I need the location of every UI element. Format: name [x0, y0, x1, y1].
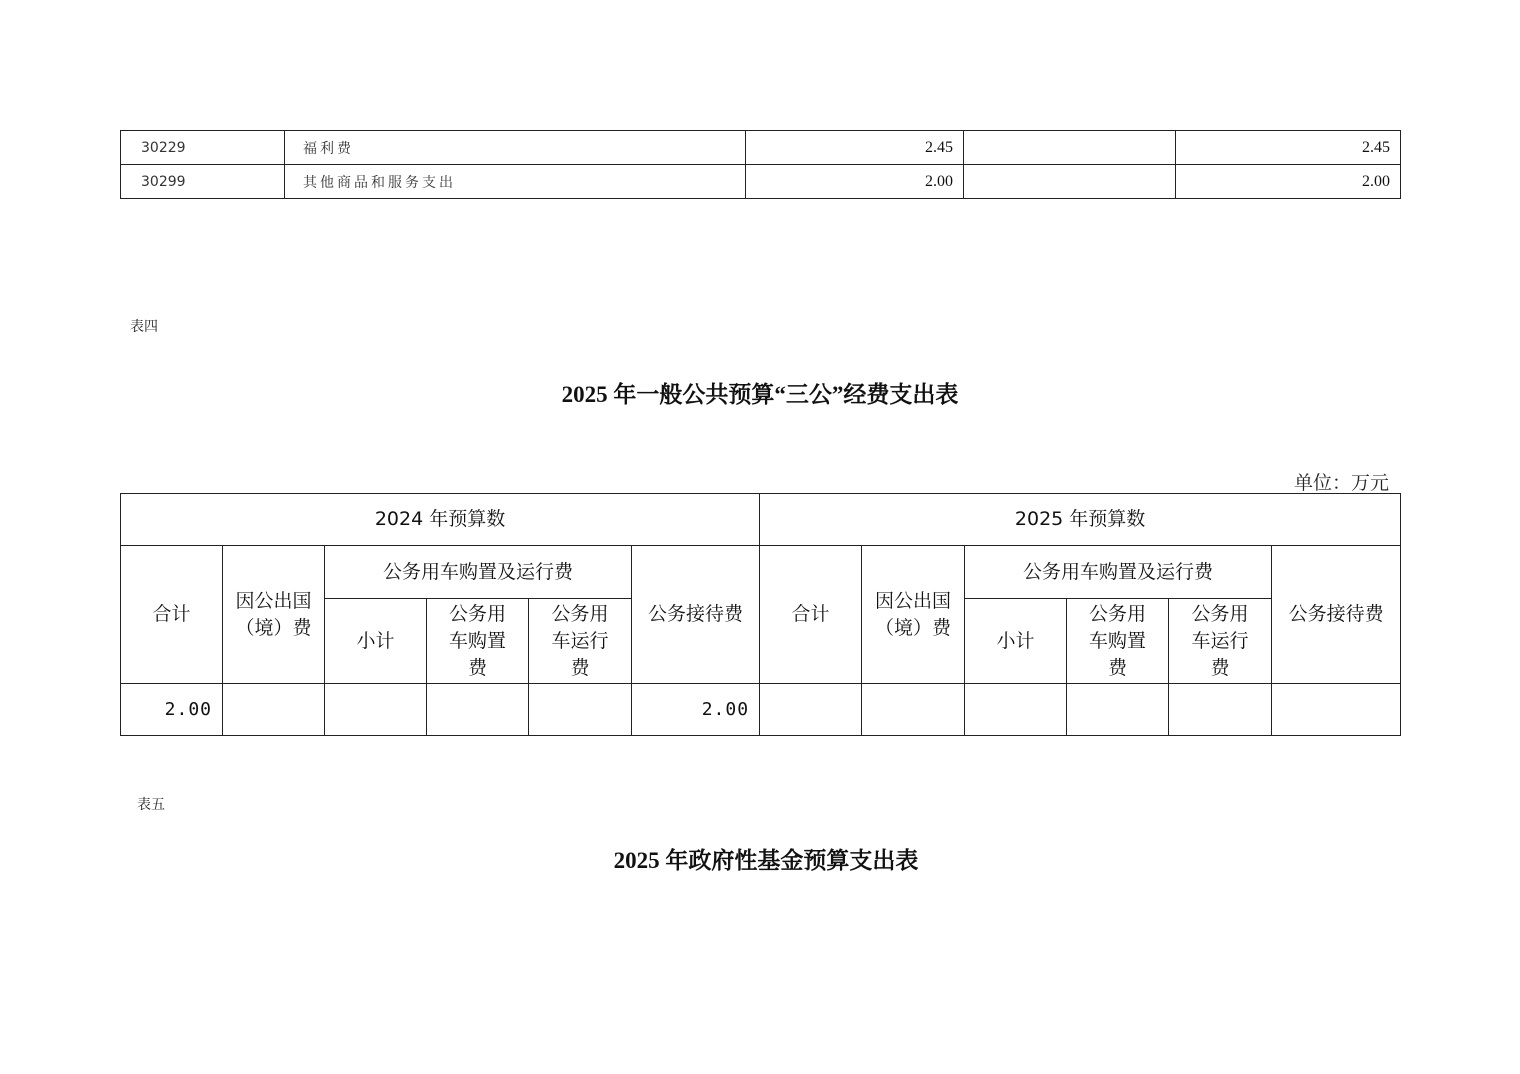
- running-value: [529, 684, 632, 736]
- purchase-value: [427, 684, 529, 736]
- table4-label: 表四: [130, 319, 158, 335]
- amount-cell: 2.00: [746, 165, 964, 199]
- vehicle-purchase-header: 公务用车购置费: [1067, 599, 1169, 684]
- abroad-header: 因公出国（境）费: [223, 546, 325, 684]
- amount-cell: [964, 131, 1176, 165]
- subtotal-value: [965, 684, 1067, 736]
- total-header: 合计: [760, 546, 862, 684]
- amount-cell: [964, 165, 1176, 199]
- purchase-value: [1067, 684, 1169, 736]
- econ-name-cell: 福利费: [285, 131, 746, 165]
- expense-detail-table: [120, 130, 1401, 199]
- table5-label: 表五: [137, 797, 165, 813]
- vehicle-group-header: 公务用车购置及运行费: [965, 546, 1272, 599]
- table-row: [121, 131, 1401, 165]
- abroad-value: [862, 684, 965, 736]
- table-row: [121, 684, 1401, 736]
- vehicle-group-header: 公务用车购置及运行费: [325, 546, 632, 599]
- amount-cell: 2.45: [1176, 131, 1401, 165]
- amount-cell: 2.00: [1176, 165, 1401, 199]
- econ-code-cell: 30229: [121, 131, 285, 165]
- vehicle-running-header: 公务用车运行费: [1169, 599, 1272, 684]
- sangong-expense-table: [120, 493, 1401, 736]
- running-value: [1169, 684, 1272, 736]
- abroad-value: [223, 684, 325, 736]
- econ-code-cell: 30299: [121, 165, 285, 199]
- header-row-years: [121, 494, 1401, 546]
- subtotal-value: [325, 684, 427, 736]
- subtotal-header: 小计: [965, 599, 1067, 684]
- table-row: [121, 165, 1401, 199]
- abroad-header: 因公出国（境）费: [862, 546, 965, 684]
- reception-header: 公务接待费: [632, 546, 760, 684]
- header-row-categories: [121, 546, 1401, 599]
- table5-title: 2025 年政府性基金预算支出表: [613, 848, 919, 873]
- vehicle-purchase-header: 公务用车购置费: [427, 599, 529, 684]
- vehicle-running-header: 公务用车运行费: [529, 599, 632, 684]
- table4-title: 2025 年一般公共预算“三公”经费支出表: [561, 382, 959, 407]
- year-prev-header: 2024 年预算数: [121, 494, 760, 546]
- reception-value: [1272, 684, 1401, 736]
- total-value: [760, 684, 862, 736]
- econ-name-cell: 其他商品和服务支出: [285, 165, 746, 199]
- total-header: 合计: [121, 546, 223, 684]
- total-value: 2.00: [121, 684, 223, 736]
- amount-cell: 2.45: [746, 131, 964, 165]
- year-curr-header: 2025 年预算数: [760, 494, 1401, 546]
- subtotal-header: 小计: [325, 599, 427, 684]
- reception-header: 公务接待费: [1272, 546, 1401, 684]
- unit-label: 单位：万元: [1293, 472, 1389, 494]
- reception-value: 2.00: [632, 684, 760, 736]
